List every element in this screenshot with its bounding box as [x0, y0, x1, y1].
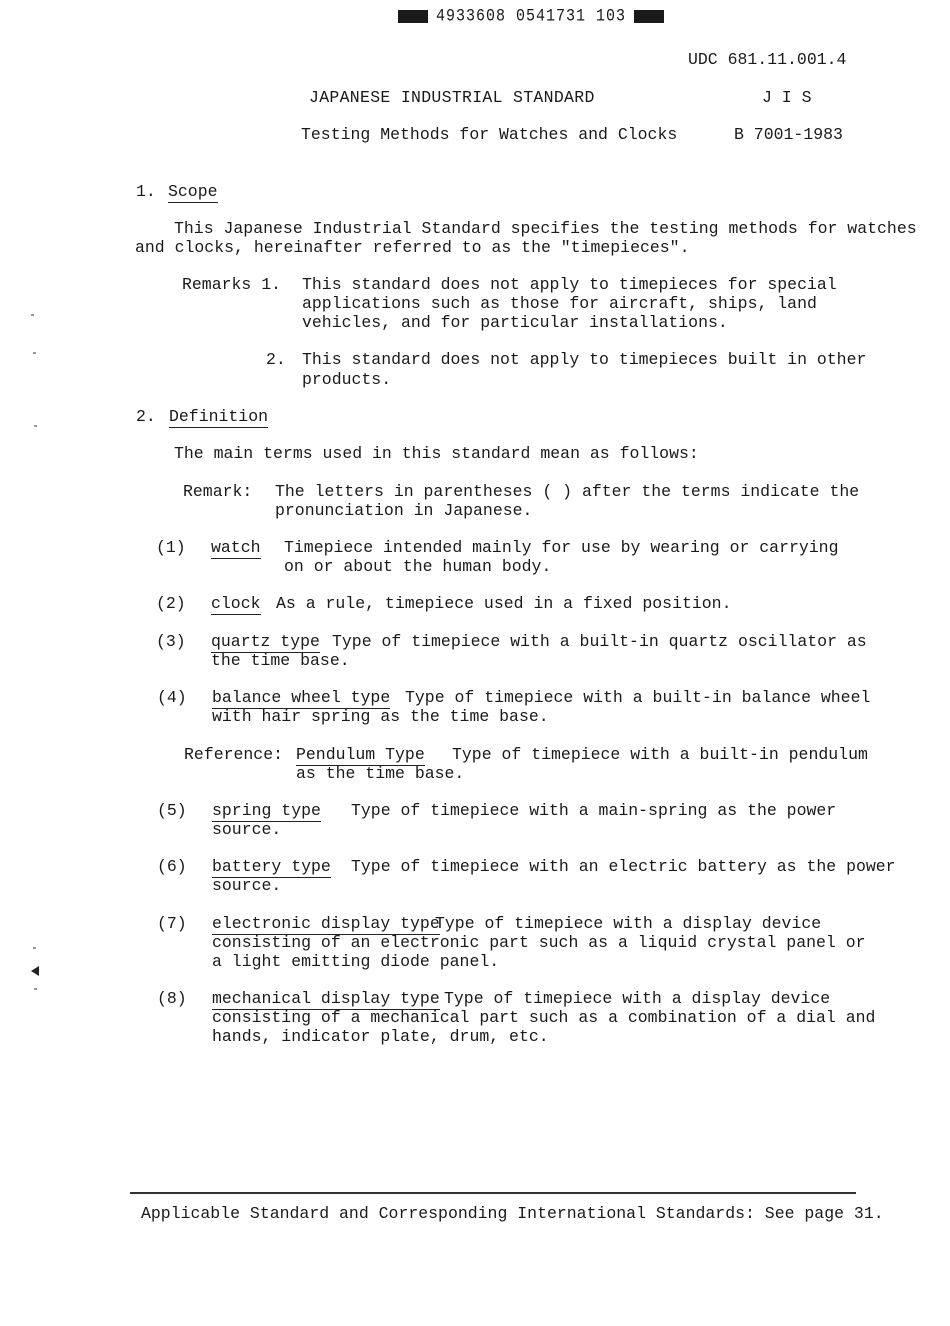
section-2-heading: Definition [169, 407, 269, 426]
term-6-line-2: source. [212, 876, 282, 895]
term-6-number: (6) [157, 857, 187, 876]
term-1-name: watch [211, 538, 261, 557]
definition-remark-label: Remark: [183, 482, 253, 501]
section-1-heading: Scope [168, 182, 218, 201]
footer-divider [130, 1192, 856, 1194]
term-6-name: battery type [212, 857, 331, 876]
definition-intro: The main terms used in this standard mean as follows: [174, 444, 699, 463]
remarks-label: Remarks 1. [182, 275, 282, 294]
term-7-line-1: Type of timepiece with a display device [435, 914, 822, 933]
definition-remark-line-2: pronunciation in Japanese. [275, 501, 533, 520]
scan-speck [33, 947, 36, 949]
scan-speck [34, 425, 37, 427]
term-4-line-2: with hair spring as the time base. [212, 707, 549, 726]
reference-line-2: as the time base. [296, 764, 465, 783]
remark-1-line-1: This standard does not apply to timepieces for special [302, 275, 837, 294]
margin-arrow-mark [31, 966, 39, 976]
term-3-name: quartz type [211, 632, 320, 651]
udc-number: UDC 681.11.001.4 [688, 50, 847, 69]
term-8-line-3: hands, indicator plate, drum, etc. [212, 1027, 549, 1046]
term-1-number: (1) [156, 538, 186, 557]
scope-paragraph-line-1: This Japanese Industrial Standard specifies the testing methods for watches [174, 219, 917, 238]
term-7-line-2: consisting of an electronic part such as a liquid crystal panel or [212, 933, 866, 952]
term-2-number: (2) [156, 594, 186, 613]
scan-speck [34, 988, 37, 990]
term-1-line-1: Timepiece intended mainly for use by wearing or carrying [284, 538, 839, 557]
barcode-number: 4933608 0541731 103 [436, 6, 627, 27]
scan-speck [33, 352, 36, 354]
remark-1-line-2: applications such as those for aircraft, ships, land [302, 294, 817, 313]
term-8-number: (8) [157, 989, 187, 1008]
remark-2-number: 2. [266, 350, 286, 369]
remark-2-line-1: This standard does not apply to timepieces built in other [302, 350, 867, 369]
term-4-number: (4) [157, 688, 187, 707]
term-7-number: (7) [157, 914, 187, 933]
standard-organization: JAPANESE INDUSTRIAL STANDARD [309, 88, 595, 107]
term-8-line-2: consisting of a mechanical part such as a combination of a dial and [212, 1008, 876, 1027]
term-8-name: mechanical display type [212, 989, 440, 1008]
document-title: Testing Methods for Watches and Clocks [301, 125, 678, 144]
remark-2-line-2: products. [302, 370, 392, 389]
term-7-line-3: a light emitting diode panel. [212, 952, 500, 971]
term-1-line-2: on or about the human body. [284, 557, 552, 576]
footer-note: Applicable Standard and Corresponding International Standards: See page 31. [141, 1204, 884, 1223]
section-2-number: 2. [136, 407, 156, 426]
standard-number: B 7001-1983 [734, 125, 843, 144]
term-4-line-1: Type of timepiece with a built-in balance wheel [405, 688, 871, 707]
term-2-line-1: As a rule, timepiece used in a fixed position. [276, 594, 732, 613]
term-5-line-2: source. [212, 820, 282, 839]
term-6-line-1: Type of timepiece with an electric battery as the power [351, 857, 896, 876]
term-3-line-1: Type of timepiece with a built-in quartz oscillator as [332, 632, 867, 651]
term-3-line-2: the time base. [211, 651, 350, 670]
term-4-name: balance wheel type [212, 688, 391, 707]
barcode [398, 8, 664, 26]
term-5-name: spring type [212, 801, 321, 820]
term-8-line-1: Type of timepiece with a display device [444, 989, 831, 1008]
term-3-number: (3) [156, 632, 186, 651]
remark-1-line-3: vehicles, and for particular installations. [302, 313, 728, 332]
reference-label: Reference: [184, 745, 284, 764]
term-5-line-1: Type of timepiece with a main-spring as the power [351, 801, 837, 820]
section-1-number: 1. [136, 182, 156, 201]
term-7-name: electronic display type [212, 914, 440, 933]
definition-remark-line-1: The letters in parentheses ( ) after the terms indicate the [275, 482, 860, 501]
term-5-number: (5) [157, 801, 187, 820]
scope-paragraph-line-2: and clocks, hereinafter referred to as the "timepieces". [135, 238, 690, 257]
barcode-bar-right [634, 10, 664, 23]
term-2-name: clock [211, 594, 261, 613]
scan-speck [31, 314, 34, 316]
reference-line-1: Type of timepiece with a built-in pendulum [452, 745, 868, 764]
jis-label: J I S [762, 88, 812, 107]
reference-term: Pendulum Type [296, 745, 425, 764]
barcode-bar-left [398, 10, 428, 23]
